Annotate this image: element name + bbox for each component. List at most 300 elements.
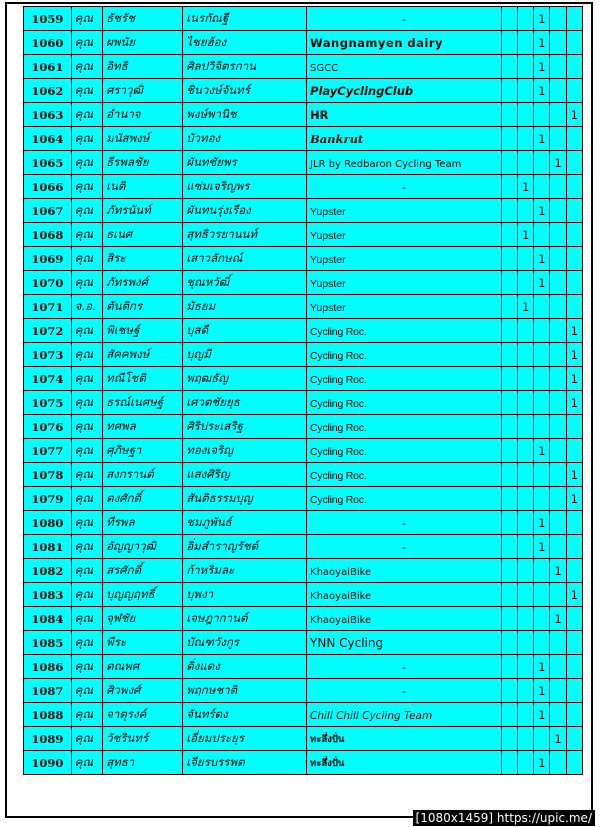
row-category-mark (550, 247, 566, 271)
row-title: คุณ (71, 559, 102, 583)
row-category-mark (550, 295, 566, 319)
row-category-mark (534, 175, 550, 199)
row-team-label: Cycling Roc. (310, 373, 367, 386)
row-category-mark (566, 7, 582, 31)
row-first-name: ศุภิษฐา (103, 439, 183, 463)
row-category-mark (550, 343, 566, 367)
row-team-label: - (401, 11, 406, 26)
row-title: คุณ (71, 439, 102, 463)
table-row (24, 343, 583, 367)
row-number: 1084 (24, 607, 72, 631)
row-category-mark (550, 679, 566, 703)
row-category-mark (566, 151, 582, 175)
row-category-mark (518, 127, 534, 151)
row-first-name: จุฬชัย (103, 607, 183, 631)
row-title: คุณ (71, 367, 102, 391)
row-category-mark (566, 679, 582, 703)
table-row (24, 31, 583, 55)
row-last-name: แซ่มเจริญพร (183, 175, 307, 199)
row-category-mark (534, 487, 550, 511)
row-last-name: บุสดี (183, 319, 307, 343)
row-number: 1062 (24, 79, 72, 103)
row-team (307, 79, 502, 103)
row-number: 1083 (24, 583, 72, 607)
row-category-mark (501, 55, 517, 79)
row-category-mark (550, 319, 566, 343)
row-category-mark (501, 727, 517, 751)
row-category-mark (550, 463, 566, 487)
row-team-label: Wangnamyen dairy (310, 35, 443, 50)
row-first-name: ดณพศ (103, 655, 183, 679)
row-category-mark (501, 559, 517, 583)
row-first-name: ผพนัย (103, 31, 183, 55)
row-category-mark (534, 415, 550, 439)
table-row (24, 679, 583, 703)
table-row (24, 559, 583, 583)
row-team (307, 103, 502, 127)
row-number: 1080 (24, 511, 72, 535)
row-category-mark (566, 655, 582, 679)
row-team (307, 7, 502, 31)
row-team (307, 415, 502, 439)
row-title: คุณ (71, 487, 102, 511)
row-last-name: ดิ่งแดง (183, 655, 307, 679)
row-number: 1077 (24, 439, 72, 463)
row-title: คุณ (71, 703, 102, 727)
row-category-mark (501, 751, 517, 775)
row-title: คุณ (71, 631, 102, 655)
row-category-mark (550, 55, 566, 79)
row-team (307, 319, 502, 343)
row-category-mark (566, 631, 582, 655)
row-category-mark (566, 559, 582, 583)
row-category-mark: 1 (534, 535, 550, 559)
row-category-mark: 1 (566, 367, 582, 391)
row-last-name: เจษฎากานต์ (183, 607, 307, 631)
row-category-mark (566, 535, 582, 559)
row-category-mark (518, 343, 534, 367)
table-row (24, 319, 583, 343)
row-team-label: Cycling Roc. (310, 421, 367, 434)
row-number: 1063 (24, 103, 72, 127)
row-team (307, 703, 502, 727)
row-last-name: จันทร์ดง (183, 703, 307, 727)
table-row (24, 199, 583, 223)
row-category-mark (518, 535, 534, 559)
row-category-mark: 1 (534, 751, 550, 775)
row-title: คุณ (71, 535, 102, 559)
row-team-label: KhaoyaiBike (310, 566, 372, 578)
row-category-mark (518, 607, 534, 631)
row-first-name: พีระ (103, 631, 183, 655)
row-category-mark (550, 655, 566, 679)
table-row (24, 583, 583, 607)
row-category-mark (550, 583, 566, 607)
row-first-name: ตันติกร (103, 295, 183, 319)
row-category-mark (550, 271, 566, 295)
row-team (307, 223, 502, 247)
row-category-mark (534, 295, 550, 319)
row-category-mark (501, 511, 517, 535)
row-category-mark (534, 367, 550, 391)
row-title: คุณ (71, 751, 102, 775)
row-category-mark (534, 607, 550, 631)
row-team (307, 535, 502, 559)
row-category-mark: 1 (550, 607, 566, 631)
row-last-name: ไชยฮ้อง (183, 31, 307, 55)
row-category-mark (534, 343, 550, 367)
row-team-label: Cycling Roc. (310, 469, 367, 482)
row-first-name: ภัทรนันท์ (103, 199, 183, 223)
row-team-label: PlayCyclingClub (310, 83, 414, 98)
row-first-name: อำนาจ (103, 103, 183, 127)
row-team-label: Cycling Roc. (310, 445, 367, 458)
row-first-name: เนติ (103, 175, 183, 199)
row-category-mark (501, 151, 517, 175)
row-category-mark (534, 103, 550, 127)
row-team (307, 655, 502, 679)
row-title: คุณ (71, 151, 102, 175)
row-title: คุณ (71, 7, 102, 31)
row-category-mark (518, 103, 534, 127)
row-first-name: สัคคพงษ์ (103, 343, 183, 367)
row-category-mark (518, 415, 534, 439)
row-number: 1059 (24, 7, 72, 31)
row-team (307, 247, 502, 271)
row-last-name: ผันทชัยพร (183, 151, 307, 175)
row-category-mark (518, 271, 534, 295)
row-category-mark (550, 103, 566, 127)
row-team-label: SGCC (310, 62, 339, 74)
row-category-mark (534, 463, 550, 487)
row-category-mark (566, 703, 582, 727)
table-row (24, 463, 583, 487)
row-team-label: HR (310, 107, 329, 122)
row-category-mark (550, 415, 566, 439)
row-category-mark (550, 511, 566, 535)
row-category-mark (518, 751, 534, 775)
row-category-mark (566, 79, 582, 103)
row-number: 1082 (24, 559, 72, 583)
table-row (24, 703, 583, 727)
image-size-footer: [1080x1459] https://upic.me/ (413, 810, 595, 826)
row-category-mark (501, 607, 517, 631)
row-last-name: มัธยม (183, 295, 307, 319)
row-team-label: - (401, 515, 406, 530)
row-last-name: ชมภูพันธ์ (183, 511, 307, 535)
row-category-mark (550, 535, 566, 559)
row-title: คุณ (71, 79, 102, 103)
table-row (24, 607, 583, 631)
row-category-mark (518, 391, 534, 415)
row-category-mark (501, 343, 517, 367)
row-category-mark (534, 727, 550, 751)
row-team (307, 343, 502, 367)
row-title: คุณ (71, 415, 102, 439)
table-row (24, 511, 583, 535)
table-row (24, 751, 583, 775)
row-team (307, 679, 502, 703)
row-category-mark: 1 (550, 151, 566, 175)
row-category-mark (550, 631, 566, 655)
table-row (24, 655, 583, 679)
row-first-name: บุญญฤทธิ์ (103, 583, 183, 607)
table-row (24, 367, 583, 391)
row-category-mark (518, 367, 534, 391)
row-category-mark (566, 247, 582, 271)
row-category-mark: 1 (566, 583, 582, 607)
row-last-name: ก้าหริมละ (183, 559, 307, 583)
row-team (307, 511, 502, 535)
row-category-mark: 1 (518, 295, 534, 319)
row-team (307, 487, 502, 511)
row-last-name: ศิริประเสริฐ (183, 415, 307, 439)
row-number: 1086 (24, 655, 72, 679)
row-category-mark: 1 (566, 391, 582, 415)
row-last-name: เอี่ยมประยุร (183, 727, 307, 751)
participant-table-body (24, 7, 583, 775)
row-team-label: Cycling Roc. (310, 397, 367, 410)
row-category-mark (501, 583, 517, 607)
row-last-name: สันติธรรมบุญ (183, 487, 307, 511)
row-first-name: สรศักดิ์ (103, 559, 183, 583)
row-first-name: ธเนศ (103, 223, 183, 247)
row-number: 1076 (24, 415, 72, 439)
row-category-mark: 1 (550, 559, 566, 583)
row-team (307, 559, 502, 583)
row-category-mark (566, 271, 582, 295)
row-team-label: Yupster (310, 301, 346, 314)
row-category-mark (518, 727, 534, 751)
row-first-name: ทศพล (103, 415, 183, 439)
row-team (307, 127, 502, 151)
row-team (307, 271, 502, 295)
row-category-mark (501, 7, 517, 31)
row-first-name: สงกรานต์ (103, 463, 183, 487)
row-number: 1069 (24, 247, 72, 271)
row-category-mark (534, 391, 550, 415)
row-category-mark (550, 175, 566, 199)
row-category-mark: 1 (534, 31, 550, 55)
row-team-label: - (401, 179, 406, 194)
row-category-mark: 1 (534, 79, 550, 103)
row-team-label: Yupster (310, 229, 346, 242)
row-category-mark: 1 (566, 487, 582, 511)
row-first-name: ทีรพล (103, 511, 183, 535)
row-first-name: อิทธิ (103, 55, 183, 79)
row-team-label: ทะลึ่งปั่น (310, 757, 345, 769)
row-team-label: Chill Chill Cycling Team (310, 709, 433, 722)
row-category-mark (534, 559, 550, 583)
row-title: คุณ (71, 655, 102, 679)
row-title: คุณ (71, 679, 102, 703)
row-first-name: อัญญาวุฒิ (103, 535, 183, 559)
row-title: คุณ (71, 727, 102, 751)
row-last-name: พงษ์พานิช (183, 103, 307, 127)
row-category-mark: 1 (566, 463, 582, 487)
row-category-mark: 1 (550, 727, 566, 751)
row-last-name: ชินวงษ์จันทร์ (183, 79, 307, 103)
row-team-label: Cycling Roc. (310, 349, 367, 362)
row-category-mark (518, 79, 534, 103)
row-category-mark (566, 127, 582, 151)
table-row (24, 487, 583, 511)
row-category-mark (550, 367, 566, 391)
row-last-name: ศิลปวิจิตรกาน (183, 55, 307, 79)
row-number: 1087 (24, 679, 72, 703)
row-first-name: พิเชษฐ์ (103, 319, 183, 343)
row-category-mark (501, 535, 517, 559)
table-row (24, 415, 583, 439)
row-last-name: บัณฑวังกูร (183, 631, 307, 655)
row-category-mark (566, 607, 582, 631)
row-category-mark (534, 151, 550, 175)
table-row (24, 127, 583, 151)
row-number: 1090 (24, 751, 72, 775)
row-number: 1073 (24, 343, 72, 367)
row-number: 1061 (24, 55, 72, 79)
row-category-mark (550, 127, 566, 151)
row-category-mark (534, 223, 550, 247)
row-category-mark (501, 487, 517, 511)
row-title: คุณ (71, 511, 102, 535)
row-category-mark (518, 319, 534, 343)
row-number: 1065 (24, 151, 72, 175)
row-title: คุณ (71, 103, 102, 127)
row-first-name: มนัสพงษ์ (103, 127, 183, 151)
row-team (307, 727, 502, 751)
row-first-name: ศิวพงศ์ (103, 679, 183, 703)
row-team-label: Cycling Roc. (310, 325, 367, 338)
row-first-name: ภัทรพงศ์ (103, 271, 183, 295)
row-category-mark (566, 199, 582, 223)
row-category-mark (501, 439, 517, 463)
row-category-mark (501, 247, 517, 271)
row-category-mark (518, 151, 534, 175)
row-last-name: บุพงา (183, 583, 307, 607)
row-category-mark (518, 559, 534, 583)
row-category-mark (501, 295, 517, 319)
row-first-name: สิระ (103, 247, 183, 271)
row-last-name: ผันทนรุ่งเรือง (183, 199, 307, 223)
row-title: คุณ (71, 343, 102, 367)
row-category-mark: 1 (566, 103, 582, 127)
row-category-mark (566, 439, 582, 463)
row-first-name: ดงศักดิ์ (103, 487, 183, 511)
row-number: 1070 (24, 271, 72, 295)
row-category-mark (566, 415, 582, 439)
table-row (24, 247, 583, 271)
row-category-mark (534, 319, 550, 343)
table-row (24, 151, 583, 175)
row-category-mark (518, 247, 534, 271)
row-number: 1081 (24, 535, 72, 559)
table-row (24, 439, 583, 463)
row-category-mark (501, 271, 517, 295)
row-team (307, 463, 502, 487)
row-category-mark: 1 (534, 271, 550, 295)
row-category-mark: 1 (534, 127, 550, 151)
row-title: คุณ (71, 175, 102, 199)
row-category-mark (501, 223, 517, 247)
row-category-mark (550, 391, 566, 415)
row-last-name: บุญมี (183, 343, 307, 367)
row-category-mark (518, 55, 534, 79)
row-category-mark (501, 199, 517, 223)
row-category-mark (501, 703, 517, 727)
row-category-mark (550, 79, 566, 103)
table-row (24, 391, 583, 415)
row-title: คุณ (71, 607, 102, 631)
row-team-label: - (401, 539, 406, 554)
row-last-name: พฤฒธัญ (183, 367, 307, 391)
row-number: 1089 (24, 727, 72, 751)
row-category-mark (566, 295, 582, 319)
row-title: คุณ (71, 223, 102, 247)
row-first-name: ทณีโชติ (103, 367, 183, 391)
row-category-mark (518, 511, 534, 535)
row-title: คุณ (71, 583, 102, 607)
row-category-mark: 1 (566, 319, 582, 343)
row-category-mark (518, 655, 534, 679)
row-category-mark (566, 31, 582, 55)
row-category-mark (518, 199, 534, 223)
table-row (24, 535, 583, 559)
row-category-mark (501, 631, 517, 655)
row-team-label: Cycling Roc. (310, 493, 367, 506)
table-row (24, 79, 583, 103)
row-number: 1074 (24, 367, 72, 391)
row-category-mark (518, 703, 534, 727)
row-team-label: Yupster (310, 253, 346, 266)
row-category-mark (501, 79, 517, 103)
row-category-mark (501, 655, 517, 679)
row-category-mark (518, 583, 534, 607)
row-team (307, 175, 502, 199)
row-team-label: Yupster (310, 205, 346, 218)
row-category-mark (550, 703, 566, 727)
row-category-mark (566, 751, 582, 775)
row-title: จ.อ. (71, 295, 102, 319)
row-team-label: JLR by Redbaron Cycling Team (310, 158, 462, 170)
row-team (307, 367, 502, 391)
row-first-name: ธีรพลชัย (103, 151, 183, 175)
table-row (24, 727, 583, 751)
row-number: 1085 (24, 631, 72, 655)
row-team (307, 607, 502, 631)
row-category-mark (550, 7, 566, 31)
row-team (307, 151, 502, 175)
row-first-name: ธัชรัช (103, 7, 183, 31)
row-number: 1078 (24, 463, 72, 487)
row-last-name: เจียรบรรพต (183, 751, 307, 775)
row-category-mark (501, 367, 517, 391)
row-first-name: ศราวุฒิ (103, 79, 183, 103)
row-team-label: YNN Cycling (310, 635, 384, 650)
row-category-mark (518, 7, 534, 31)
row-last-name: พฤกษชาติ (183, 679, 307, 703)
participant-table (23, 6, 583, 775)
row-category-mark (518, 463, 534, 487)
row-last-name: ทองเจริญ (183, 439, 307, 463)
row-category-mark (566, 55, 582, 79)
row-category-mark: 1 (534, 679, 550, 703)
row-number: 1075 (24, 391, 72, 415)
row-team (307, 583, 502, 607)
row-last-name: เนรกัณฐี (183, 7, 307, 31)
row-team-label: - (401, 683, 406, 698)
row-category-mark: 1 (534, 511, 550, 535)
